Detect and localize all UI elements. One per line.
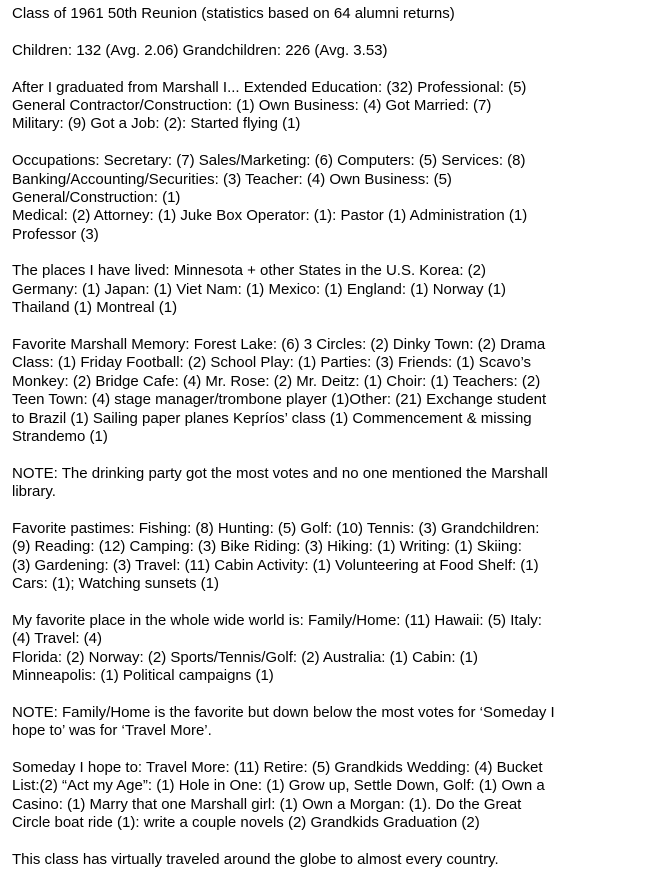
text-line: Monkey: (2) Bridge Cafe: (4) Mr. Rose: (2) Mr. Deitz: (1) Choir: (1) Teachers: (2) [12,372,541,390]
blank-line [12,23,644,41]
blank-line [12,318,644,336]
blank-line [12,446,644,464]
text-line: NOTE: Family/Home is the favorite but down below the most votes for ‘Someday I [12,703,555,721]
text-line: library. [12,483,56,501]
blank-line [12,833,644,851]
text-line: Class of 1961 50th Reunion (statistics based on 64 alumni returns) [12,5,455,22]
text-line: hope to’ was for ‘Travel More’. [12,722,212,740]
text-line: Banking/Accounting/Securities: (3) Teacher: (4) Own Business: (5) [12,170,452,188]
text-line: to Brazil (1) Sailing paper planes Kepríos’ class (1) Commencement & missing [12,409,532,427]
blank-line [12,60,644,78]
blank-line [12,502,644,520]
text-line: Cars: (1); Watching sunsets (1) [12,575,220,593]
text-line: Occupations: Secretary: (7) Sales/Marketing: (6) Computers: (5) Services: (8) [12,152,526,170]
blank-line [12,685,644,703]
text-line: Medical: (2) Attorney: (1) Juke Box Operator: (1): Pastor (1) Administration (1) [12,207,528,225]
text-line: Minneapolis: (1) Political campaigns (1) [12,667,274,685]
text-line: This class has virtually traveled around the globe to almost every country. [12,850,499,868]
text-line: Germany: (1) Japan: (1) Viet Nam: (1) Mexico: (1) England: (1) Norway (1) [12,280,507,298]
text-line: The places I have lived: Minnesota + other States in the U.S. Korea: (2) [12,262,487,280]
text-line: (4) Travel: (4) [12,630,103,648]
text-line: Children: 132 (Avg. 2.06) Grandchildren: 226 (Avg. 3.53) [12,41,388,59]
text-line: Florida: (2) Norway: (2) Sports/Tennis/Golf: (2) Australia: (1) Cabin: (1) [12,648,478,666]
text-line: NOTE: The drinking party got the most votes and no one mentioned the Marshall [12,464,548,482]
text-line: Class: (1) Friday Football: (2) School Play: (1) Parties: (3) Friends: (1) Scavo’s [12,354,532,372]
text-line: Favorite pastimes: Fishing: (8) Hunting: (5) Golf: (10) Tennis: (3) Grandchildren: [12,519,540,537]
text-line: Someday I hope to: Travel More: (11) Retire: (5) Grandkids Wedding: (4) Bucket [12,759,543,777]
text-line: Casino: (1) Marry that one Marshall girl: (1) Own a Morgan: (1). Do the Great [12,795,522,813]
text-line: Favorite Marshall Memory: Forest Lake: (6) 3 Circles: (2) Dinky Town: (2) Drama [12,336,546,354]
text-line: Military: (9) Got a Job: (2): Started flying (1) [12,115,301,133]
blank-line [12,134,644,152]
text-line: List:(2) “Act my Age”: (1) Hole in One: (1) Grow up, Settle Down, Golf: (1) Own a [12,777,545,795]
blank-line [12,741,644,759]
text-line: (3) Gardening: (3) Travel: (11) Cabin Activity: (1) Volunteering at Food Shelf: (1) [12,556,539,574]
text-line: General/Construction: (1) [12,188,181,206]
text-line: Strandemo (1) [12,427,108,445]
text-line: After I graduated from Marshall I... Extended Education: (32) Professional: (5) [12,78,527,96]
blank-line [12,244,644,262]
text-line: Circle boat ride (1): write a couple novels (2) Grandkids Graduation (2) [12,814,480,832]
text-line: Teen Town: (4) stage manager/trombone player (1)Other: (21) Exchange student [12,391,547,409]
document-body [12,5,644,869]
text-line: (9) Reading: (12) Camping: (3) Bike Riding: (3) Hiking: (1) Writing: (1) Skiing: [12,538,522,556]
text-line: Thailand (1) Montreal (1) [12,299,178,317]
text-line: My favorite place in the whole wide world is: Family/Home: (11) Hawaii: (5) Italy: [12,611,542,629]
text-line: General Contractor/Construction: (1) Own Business: (4) Got Married: (7) [12,96,492,114]
text-line: Professor (3) [12,225,99,243]
blank-line [12,594,644,612]
